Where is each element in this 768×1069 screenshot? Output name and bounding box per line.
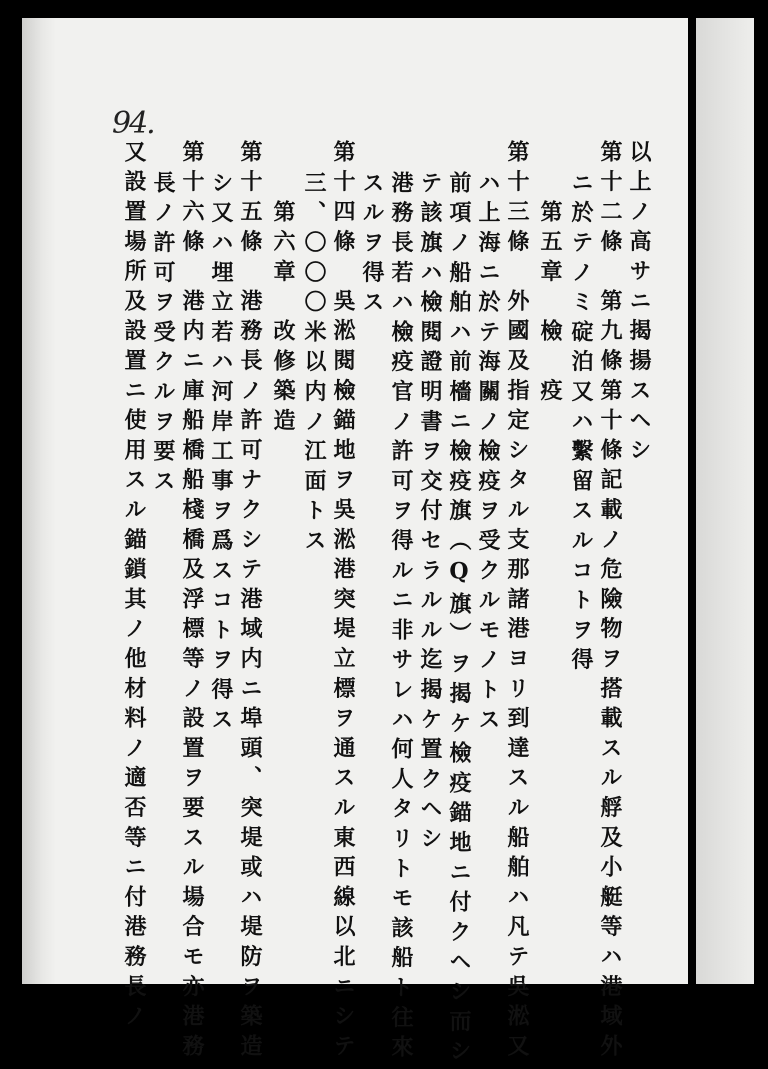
- text-column: 第十五條 港務長ノ許可ナクシテ港域内ニ埠頭、突堤或ハ堤防ヲ築造: [237, 140, 263, 1064]
- text-column: 港務長若ハ檢疫官ノ許可ヲ得ルニ非サレハ何人タリトモ該船ト往來: [388, 171, 414, 1065]
- vertical-text-body: [118, 140, 653, 1069]
- chapter-heading: 第六章 改修築造: [270, 200, 296, 439]
- text-column: 前項ノ船舶ハ前檣ニ檢疫旗（Q旗）ヲ揭ケ檢疫錨地ニ付クヘシ而シ: [446, 171, 472, 1069]
- page-number: 94.: [112, 106, 154, 141]
- facing-page-edge: [696, 18, 754, 984]
- text-column: 第十三條 外國及指定シタル支那諸港ヨリ到達スル船舶ハ凡テ吳淞又: [504, 140, 530, 1064]
- text-column: シ又ハ埋立若ハ河岸工事ヲ爲スコトヲ得ス: [208, 171, 234, 738]
- text-column: ハ上海ニ於テ海關ノ檢疫ヲ受クルモノトス: [475, 171, 501, 738]
- text-column: 第十六條 港内ニ庫船橋船棧橋及浮標等ノ設置ヲ要スル場合モ亦港務: [179, 140, 205, 1064]
- text-column: 第十四條 吳淞閱檢錨地ヲ吳淞港突堤立標ヲ通スル東西線以北ニシテ: [330, 140, 356, 1064]
- text-column: テ該旗ハ檢閱證明書ヲ交付セラルル迄揭ケ置クヘシ: [417, 171, 443, 857]
- text-column: ニ於テノミ碇泊又ハ繫留スルコトヲ得: [568, 171, 594, 678]
- text-column: 以上ノ高サニ揭揚スヘシ: [626, 140, 652, 468]
- text-column: 第十二條 第九條第十條記載ノ危險物ヲ搭載スル艀及小艇等ハ港域外: [597, 140, 623, 1064]
- text-column: 又設置場所及設置ニ使用スル錨鎖其ノ他材料ノ適否等ニ付港務長ノ: [121, 140, 147, 1034]
- text-column: スルヲ得ス: [359, 171, 385, 320]
- book-spine: [688, 12, 696, 986]
- text-column: 三、〇〇〇米以内ノ江面トス: [301, 171, 327, 559]
- page-gutter-shadow: [22, 18, 56, 984]
- text-column: 長ノ許可ヲ受クルヲ要ス: [150, 171, 176, 499]
- chapter-heading: 第五章 檢 疫: [537, 200, 563, 409]
